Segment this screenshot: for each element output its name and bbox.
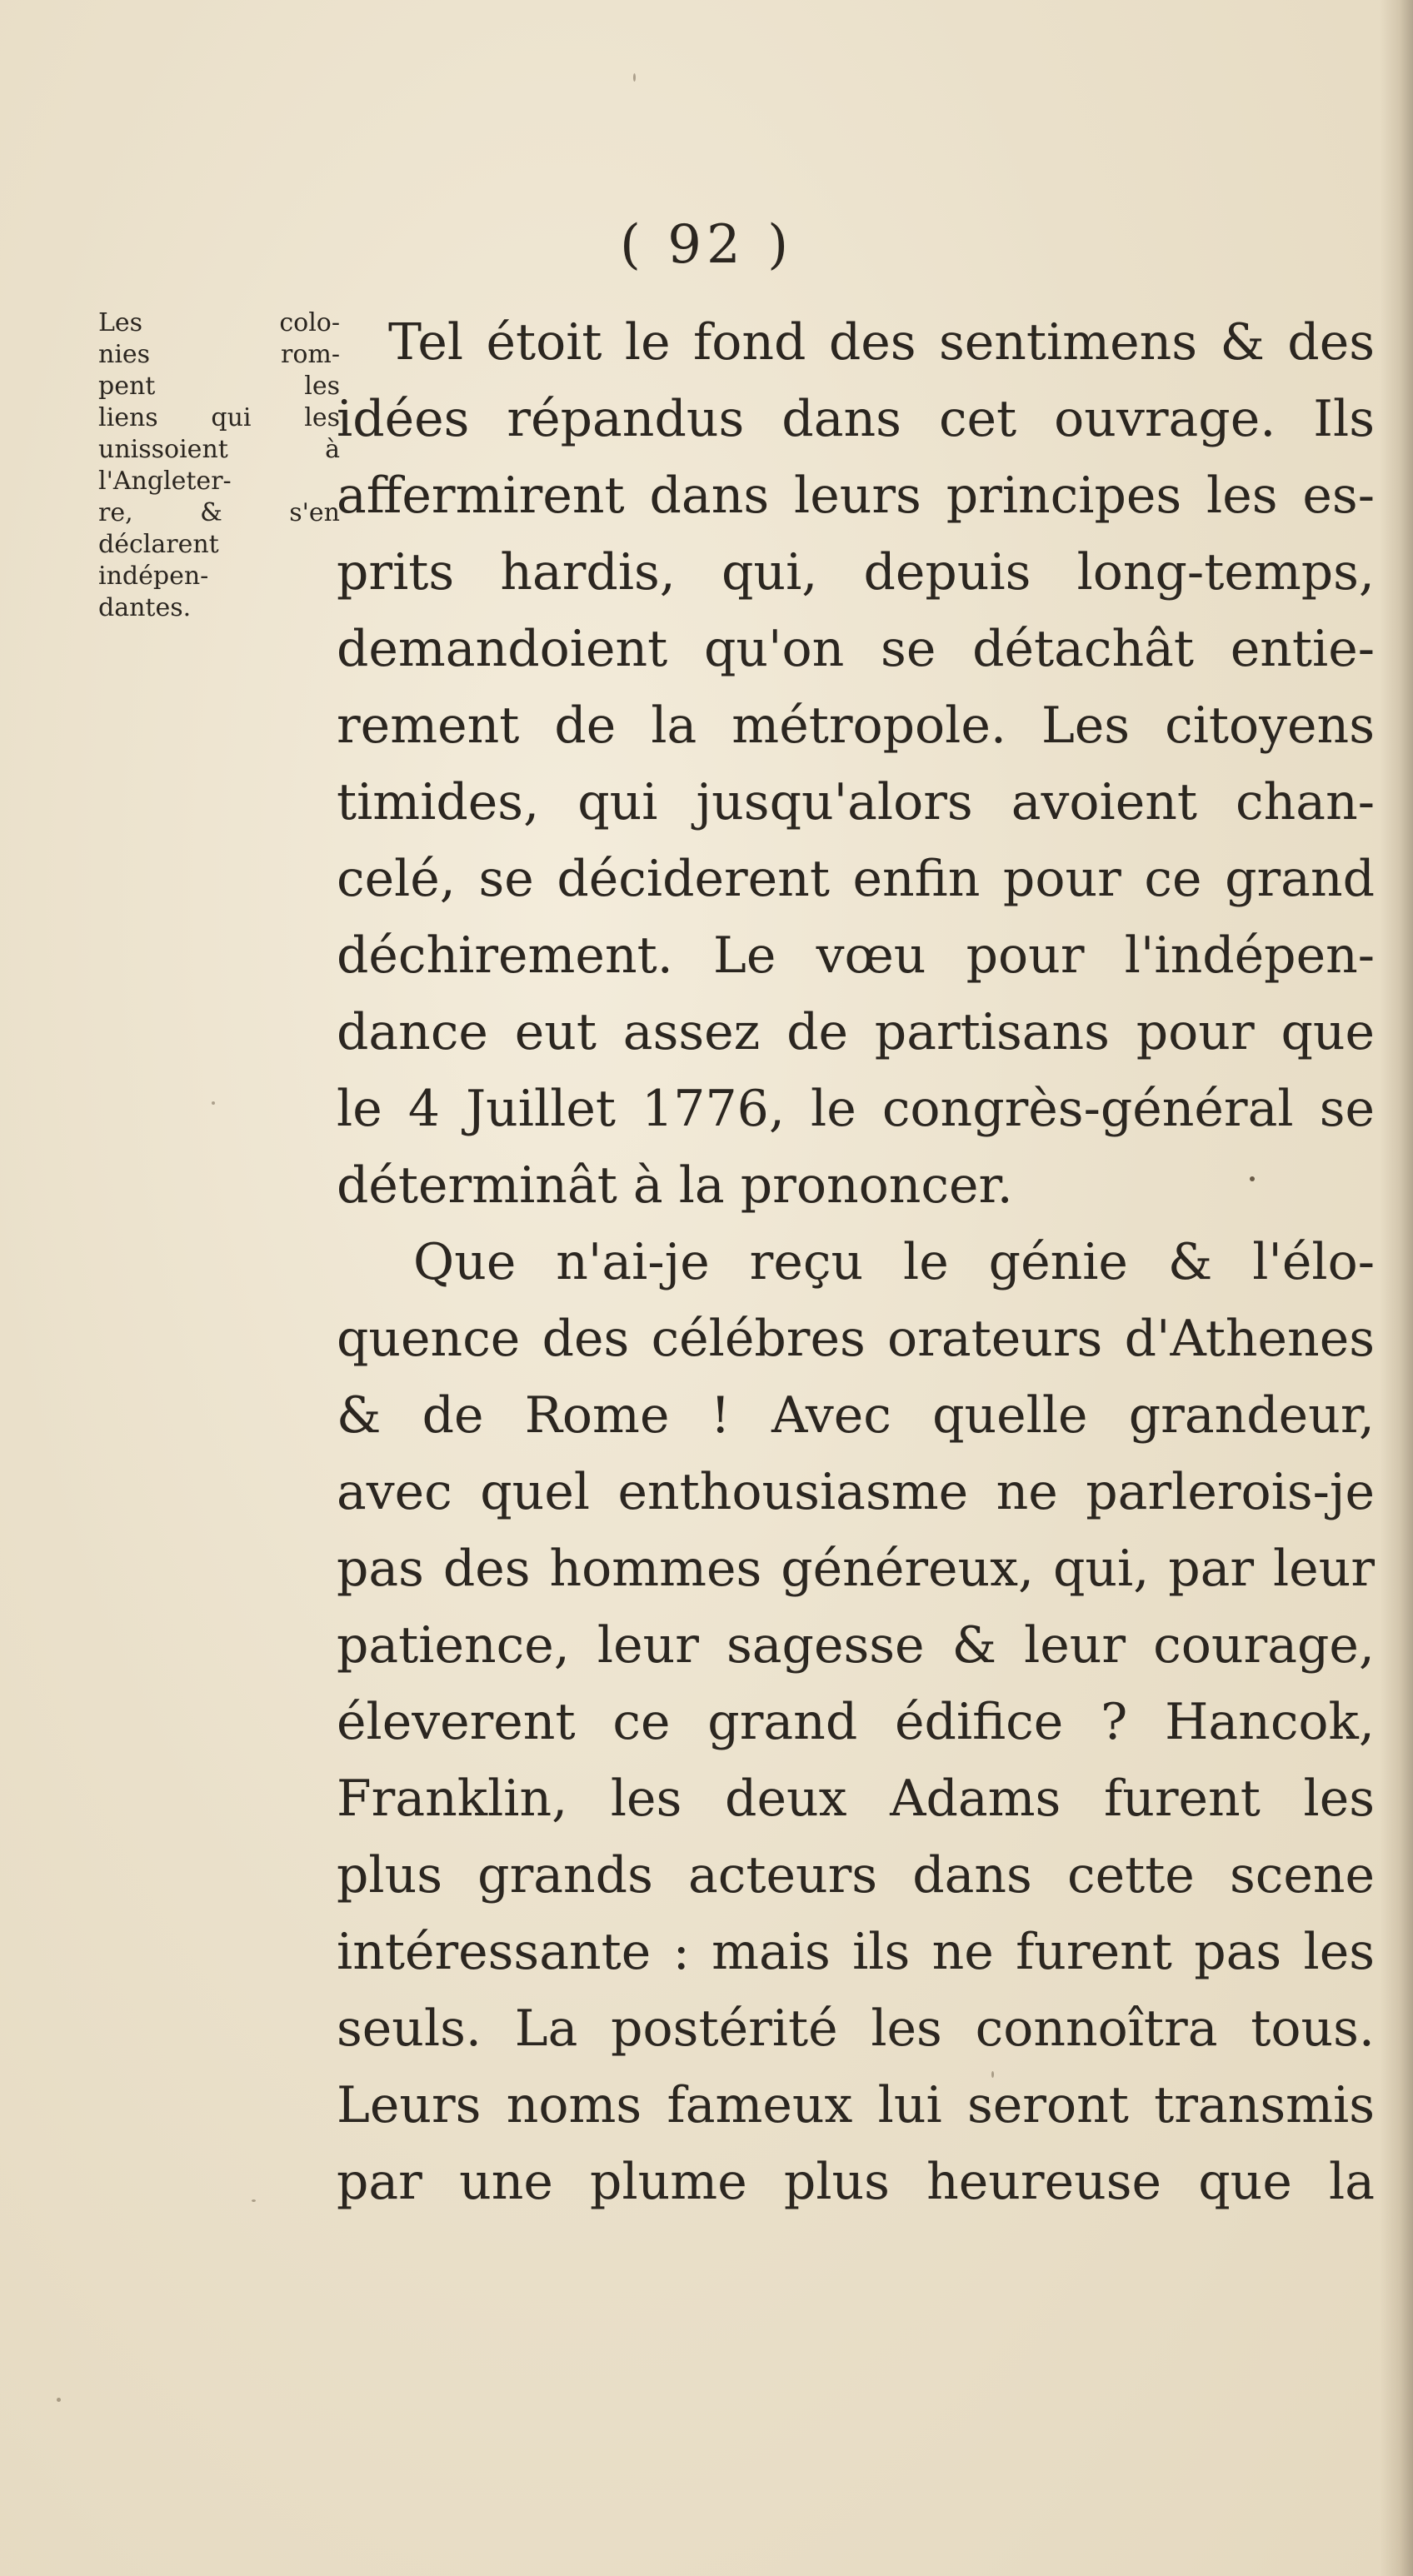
margin-note-line: dantes. [98, 593, 192, 622]
text-line: intéressante : mais ils ne furent pas les [337, 1923, 1375, 1981]
margin-note-line: nies rom- [98, 340, 340, 369]
text-line: quence des célébres orateurs d'Athenes [337, 1310, 1375, 1368]
paper-speck [57, 2398, 61, 2402]
text-line: Franklin, les deux Adams furent les [337, 1770, 1375, 1828]
text-line: dance eut assez de partisans pour que [337, 1003, 1375, 1061]
text-line: celé, se déciderent enfin pour ce grand [337, 850, 1375, 908]
margin-note [98, 307, 340, 623]
body-text [337, 304, 1375, 2220]
text-line: le 4 Juillet 1776, le congrès-général se [337, 1080, 1375, 1138]
page-number: ( 92 ) [619, 214, 794, 276]
text-line: demandoient qu'on se détachât entie- [337, 620, 1375, 678]
text-line: Leurs noms fameux lui seront transmis [337, 2076, 1375, 2134]
paper-speck [633, 73, 636, 82]
margin-note-line: déclarent [98, 530, 219, 559]
margin-note-line: re, & s'en [98, 498, 340, 527]
text-line: timides, qui jusqu'alors avoient chan- [337, 773, 1375, 831]
margin-note-line: indépen- [98, 562, 209, 591]
text-line: Que n'ai-je reçu le génie & l'élo- [413, 1233, 1375, 1291]
text-line: plus grands acteurs dans cette scene [337, 1846, 1375, 1905]
ink-dot [1250, 1176, 1255, 1181]
text-line: seuls. La postérité les connoîtra tous. [337, 1999, 1375, 2058]
text-line: rement de la métropole. Les citoyens [337, 696, 1375, 755]
text-line: prits hardis, qui, depuis long-temps, [337, 543, 1375, 602]
text-line: idées répandus dans cet ouvrage. Ils [337, 390, 1375, 448]
margin-note-line: pent les [98, 372, 340, 401]
margin-note-line: unissoient à [98, 435, 340, 464]
text-line: déchirement. Le vœu pour l'indépen- [337, 926, 1375, 985]
margin-note-line: Les colo- [98, 308, 340, 337]
margin-note-line: l'Angleter- [98, 467, 232, 496]
text-line: par une plume plus heureuse que la [337, 2153, 1375, 2211]
text-line: déterminât à la prononcer. [337, 1156, 1013, 1215]
margin-note-line: liens qui les [98, 403, 340, 432]
text-line: patience, leur sagesse & leur courage, [337, 1616, 1375, 1675]
text-line: & de Rome ! Avec quelle grandeur, [337, 1386, 1375, 1445]
text-line: éleverent ce grand édifice ? Hancok, [337, 1693, 1375, 1751]
paper-speck [212, 1101, 215, 1105]
text-line: Tel étoit le fond des sentimens & des [388, 313, 1375, 372]
text-line: affermirent dans leurs principes les es- [337, 467, 1375, 525]
binding-shadow [1380, 0, 1413, 2576]
paper-speck [252, 2199, 256, 2202]
text-line: pas des hommes généreux, qui, par leur [337, 1540, 1375, 1598]
text-line: avec quel enthousiasme ne parlerois-je [337, 1463, 1375, 1521]
